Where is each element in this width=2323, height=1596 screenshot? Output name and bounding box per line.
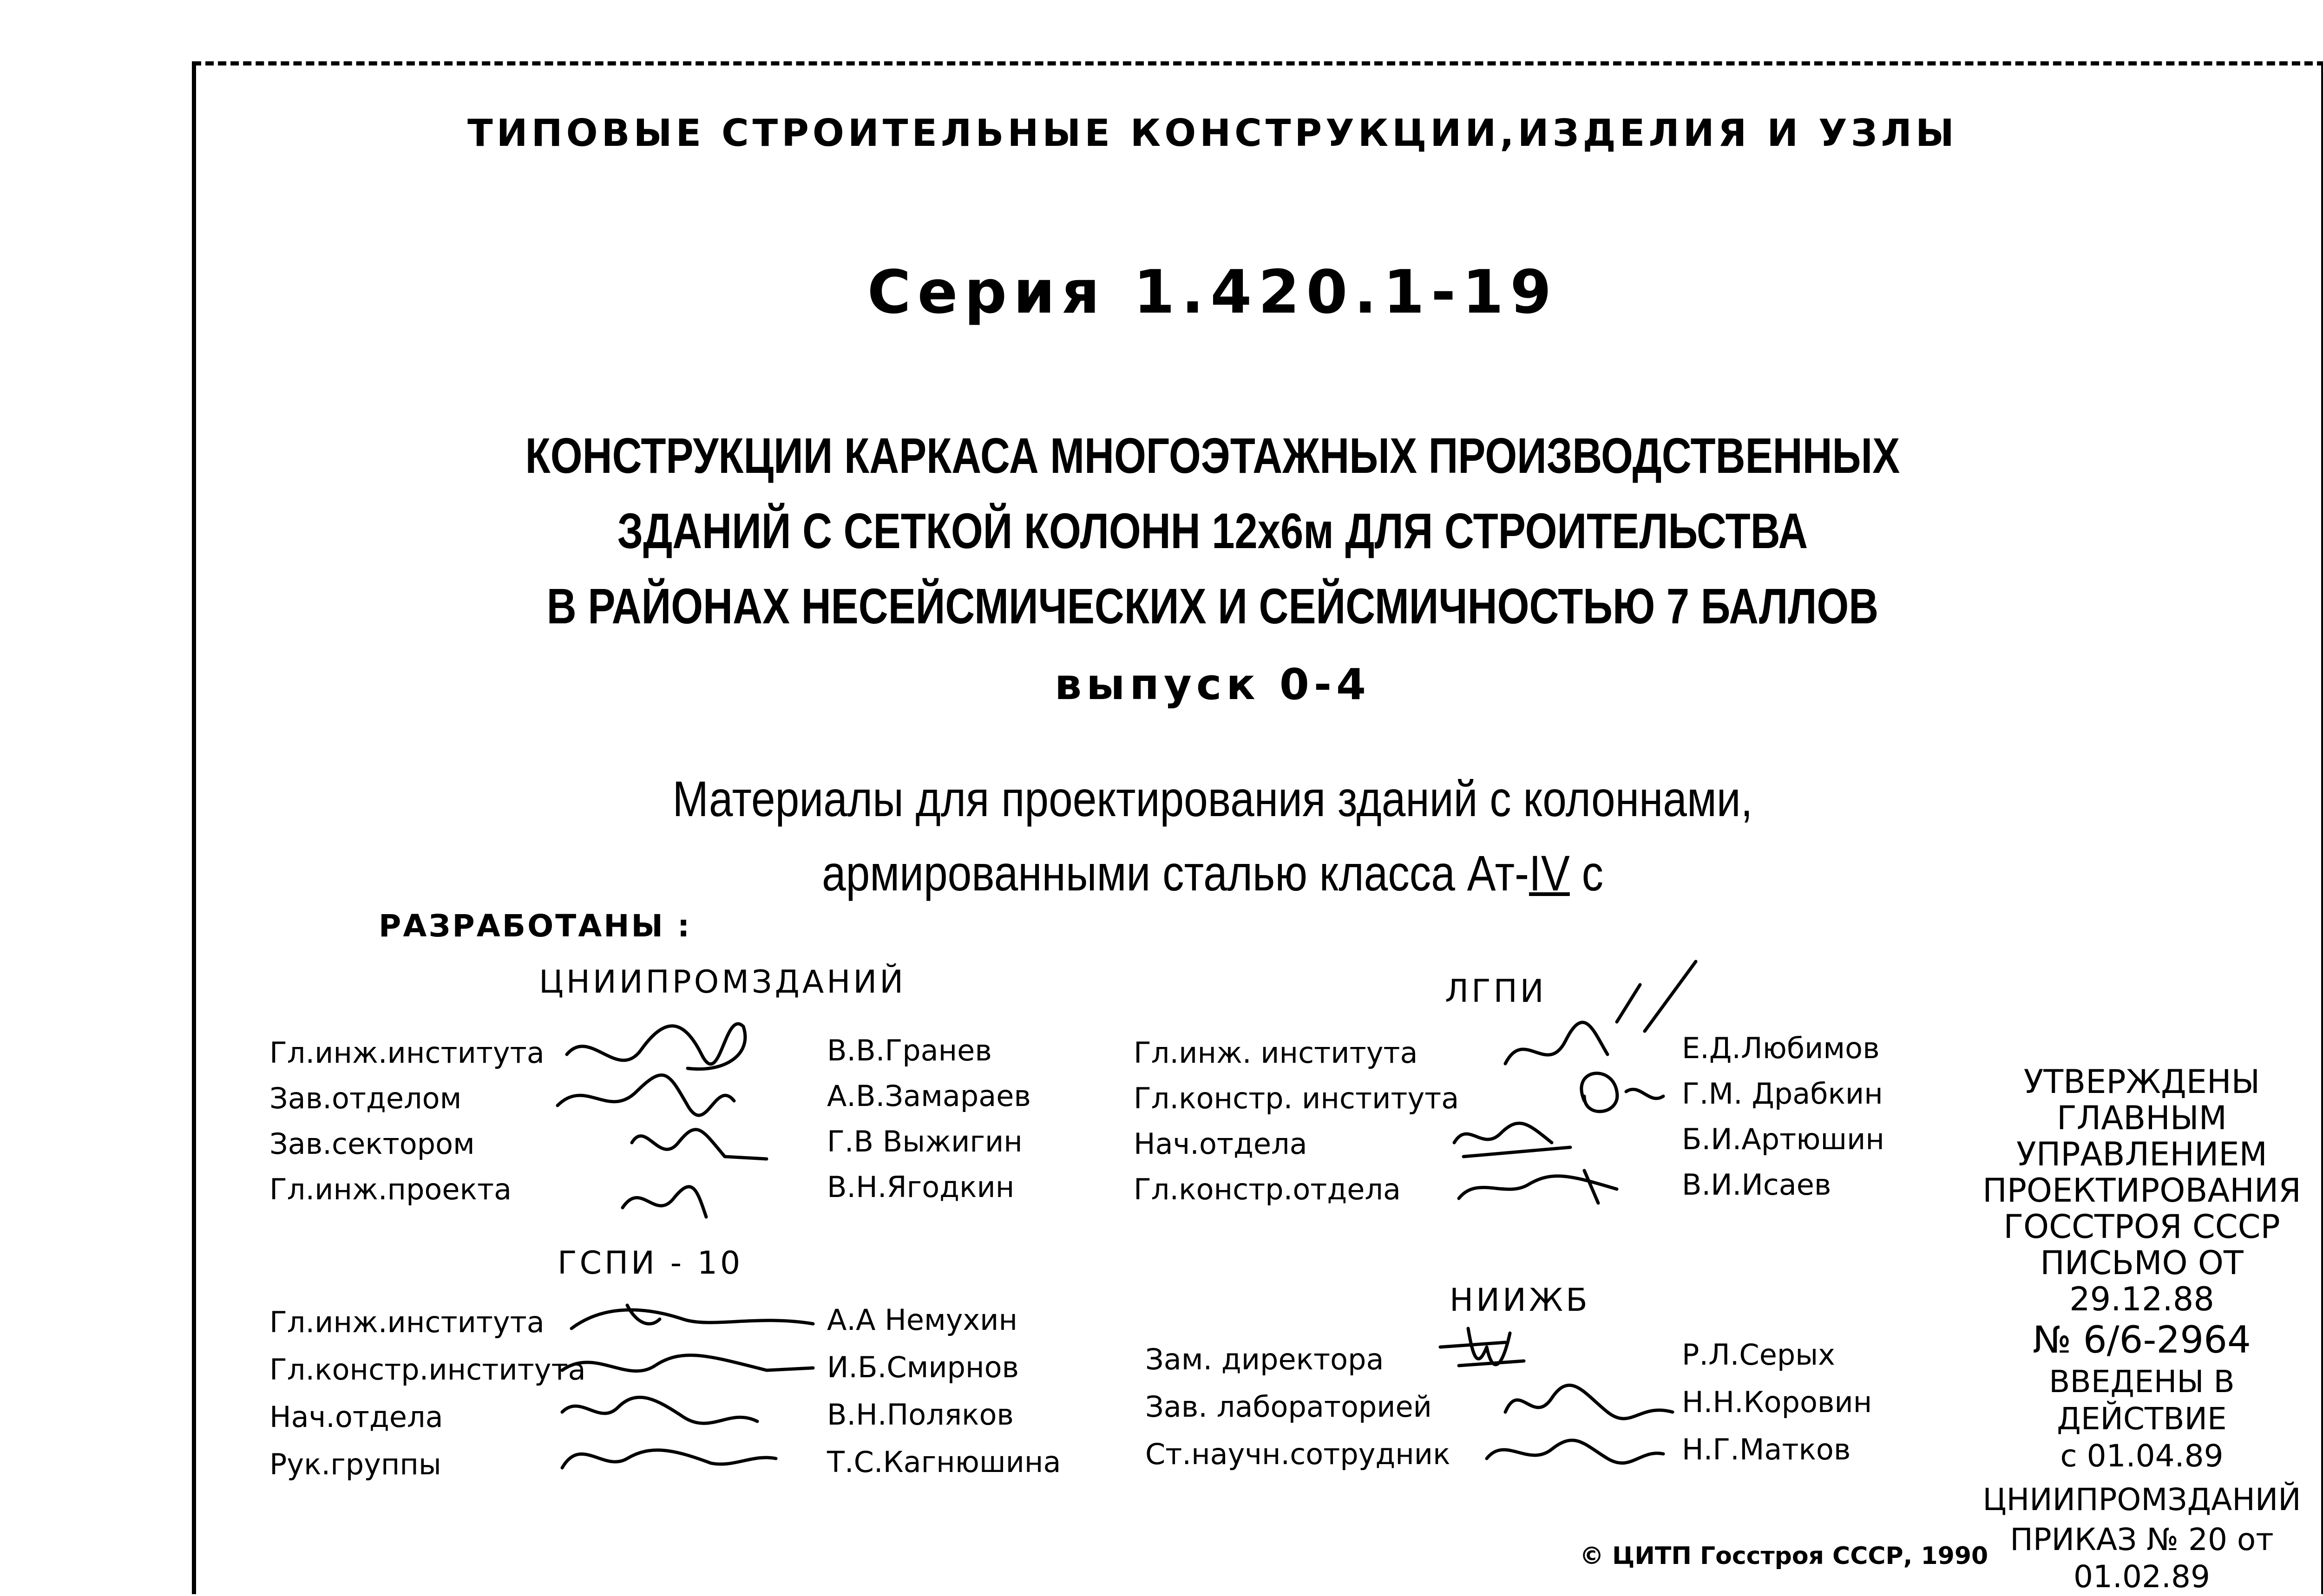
tsnii-role-1: Гл.инж.института	[269, 1036, 545, 1070]
gspi-person-2: И.Б.Смирнов	[827, 1350, 1019, 1384]
issue-number: выпуск 0-4	[1054, 660, 1371, 709]
subtitle-line-2	[170, 836, 2255, 910]
approval-line-1: УТВЕРЖДЕНЫ	[2023, 1063, 2260, 1101]
niizhb-person-1: Р.Л.Серых	[1682, 1338, 1835, 1372]
approval-letter-number: № 6/6-2964	[2033, 1318, 2251, 1361]
tsnii-person-2: А.В.Замараев	[827, 1079, 1031, 1113]
lgpi-person-3: Б.И.Артюшин	[1682, 1122, 1884, 1156]
tsnii-person-1: В.В.Гранев	[827, 1033, 992, 1067]
approval-line-6: ПИСЬМО ОТ 29.12.88	[2040, 1244, 2244, 1318]
tsnii-signatures	[548, 999, 790, 1231]
niizhb-signatures	[1431, 1319, 1691, 1486]
developed-label: РАЗРАБОТАНЫ :	[379, 908, 692, 944]
org-name-niizhb: НИИЖБ	[1450, 1282, 1590, 1319]
collection-title: ТИПОВЫЕ СТРОИТЕЛЬНЫЕ КОНСТРУКЦИИ,ИЗДЕЛИЯ И УЗЛЫ	[467, 111, 1958, 155]
subtitle	[170, 762, 2255, 910]
enactment-line-1: ВВЕДЕНЫ В ДЕЙСТВИЕ	[2049, 1364, 2235, 1437]
gspi-person-4: Т.С.Кагнюшина	[827, 1445, 1061, 1479]
org-name-lgpi: ЛГПИ	[1445, 973, 1547, 1010]
steel-class-roman: IV	[1529, 845, 1570, 901]
niizhb-person-3: Н.Г.Матков	[1682, 1432, 1851, 1466]
approval-line-3: УПРАВЛЕНИЕМ	[2016, 1135, 2267, 1173]
tsnii-role-3: Зав.сектором	[269, 1127, 475, 1161]
gspi-role-4: Рук.группы	[269, 1447, 441, 1481]
org-name-gspi-10: ГСПИ - 10	[558, 1245, 743, 1282]
tsnii-role-2: Зав.отделом	[269, 1081, 462, 1115]
approval-block	[1965, 1063, 2318, 1361]
subtitle-line-2-suffix: с	[1581, 845, 1604, 901]
main-title-line-3: В РАЙОНАХ НЕСЕЙСМИЧЕСКИХ И СЕЙСМИЧНОСТЬЮ 7 БАЛЛОВ	[546, 578, 1879, 634]
lgpi-person-4: В.И.Исаев	[1682, 1168, 1831, 1202]
tsnii-person-3: Г.В Выжигин	[827, 1125, 1023, 1158]
niizhb-role-2: Зав. лабораторией	[1145, 1390, 1432, 1424]
subtitle-line-1: Материалы для проектирования зданий с колоннами,	[672, 771, 1753, 827]
gspi-person-1: А.А Немухин	[827, 1303, 1017, 1337]
gspi-role-2: Гл.констр.института	[269, 1353, 586, 1387]
gspi-role-3: Нач.отдела	[269, 1400, 443, 1434]
approval-line-5: ГОССТРОЯ СССР	[2003, 1208, 2280, 1246]
copyright-notice: © ЦИТП Госстроя СССР, 1990	[1580, 1542, 1988, 1570]
niizhb-role-1: Зам. директора	[1145, 1342, 1384, 1376]
lgpi-role-3: Нач.отдела	[1134, 1127, 1307, 1161]
niizhb-role-3: Ст.научн.сотрудник	[1145, 1437, 1450, 1471]
enactment-line-4: ПРИКАЗ № 20 от 01.02.89	[2010, 1522, 2274, 1595]
enactment-block	[1965, 1363, 2318, 1596]
main-title	[218, 418, 2207, 644]
lgpi-person-2: Г.М. Драбкин	[1682, 1077, 1883, 1111]
lgpi-role-1: Гл.инж. института	[1134, 1036, 1418, 1070]
lgpi-role-2: Гл.констр. института	[1134, 1081, 1459, 1115]
tsnii-role-4: Гл.инж.проекта	[269, 1172, 512, 1206]
lgpi-person-1: Е.Д.Любимов	[1682, 1031, 1880, 1065]
enactment-line-3: ЦНИИПРОМЗДАНИЙ	[1982, 1482, 2301, 1518]
lgpi-signatures	[1431, 957, 1719, 1217]
niizhb-person-2: Н.Н.Коровин	[1682, 1385, 1872, 1419]
series-number: Серия 1.420.1-19	[867, 258, 1558, 327]
lgpi-role-4: Гл.констр.отдела	[1134, 1172, 1401, 1206]
approval-line-4: ПРОЕКТИРОВАНИЯ	[1982, 1171, 2301, 1210]
gspi-signatures	[534, 1273, 832, 1505]
main-title-line-2: ЗДАНИЙ С СЕТКОЙ КОЛОНН 12х6м ДЛЯ СТРОИТЕЛЬСТВА	[617, 503, 1808, 559]
enactment-line-2: с 01.04.89	[2060, 1438, 2224, 1474]
approval-line-2: ГЛАВНЫМ	[2056, 1099, 2227, 1137]
main-title-line-1: КОНСТРУКЦИИ КАРКАСА МНОГОЭТАЖНЫХ ПРОИЗВОДСТВЕННЫХ	[525, 427, 1900, 484]
gspi-person-3: В.Н.Поляков	[827, 1398, 1014, 1432]
subtitle-line-2-prefix: армированными сталью класса Ат-	[821, 845, 1529, 901]
frame-top-border	[193, 61, 2323, 65]
org-name-tsniipromzdaniy: ЦНИИПРОМЗДАНИЙ	[539, 964, 906, 1001]
gspi-role-1: Гл.инж.института	[269, 1305, 545, 1339]
tsnii-person-4: В.Н.Ягодкин	[827, 1170, 1015, 1204]
